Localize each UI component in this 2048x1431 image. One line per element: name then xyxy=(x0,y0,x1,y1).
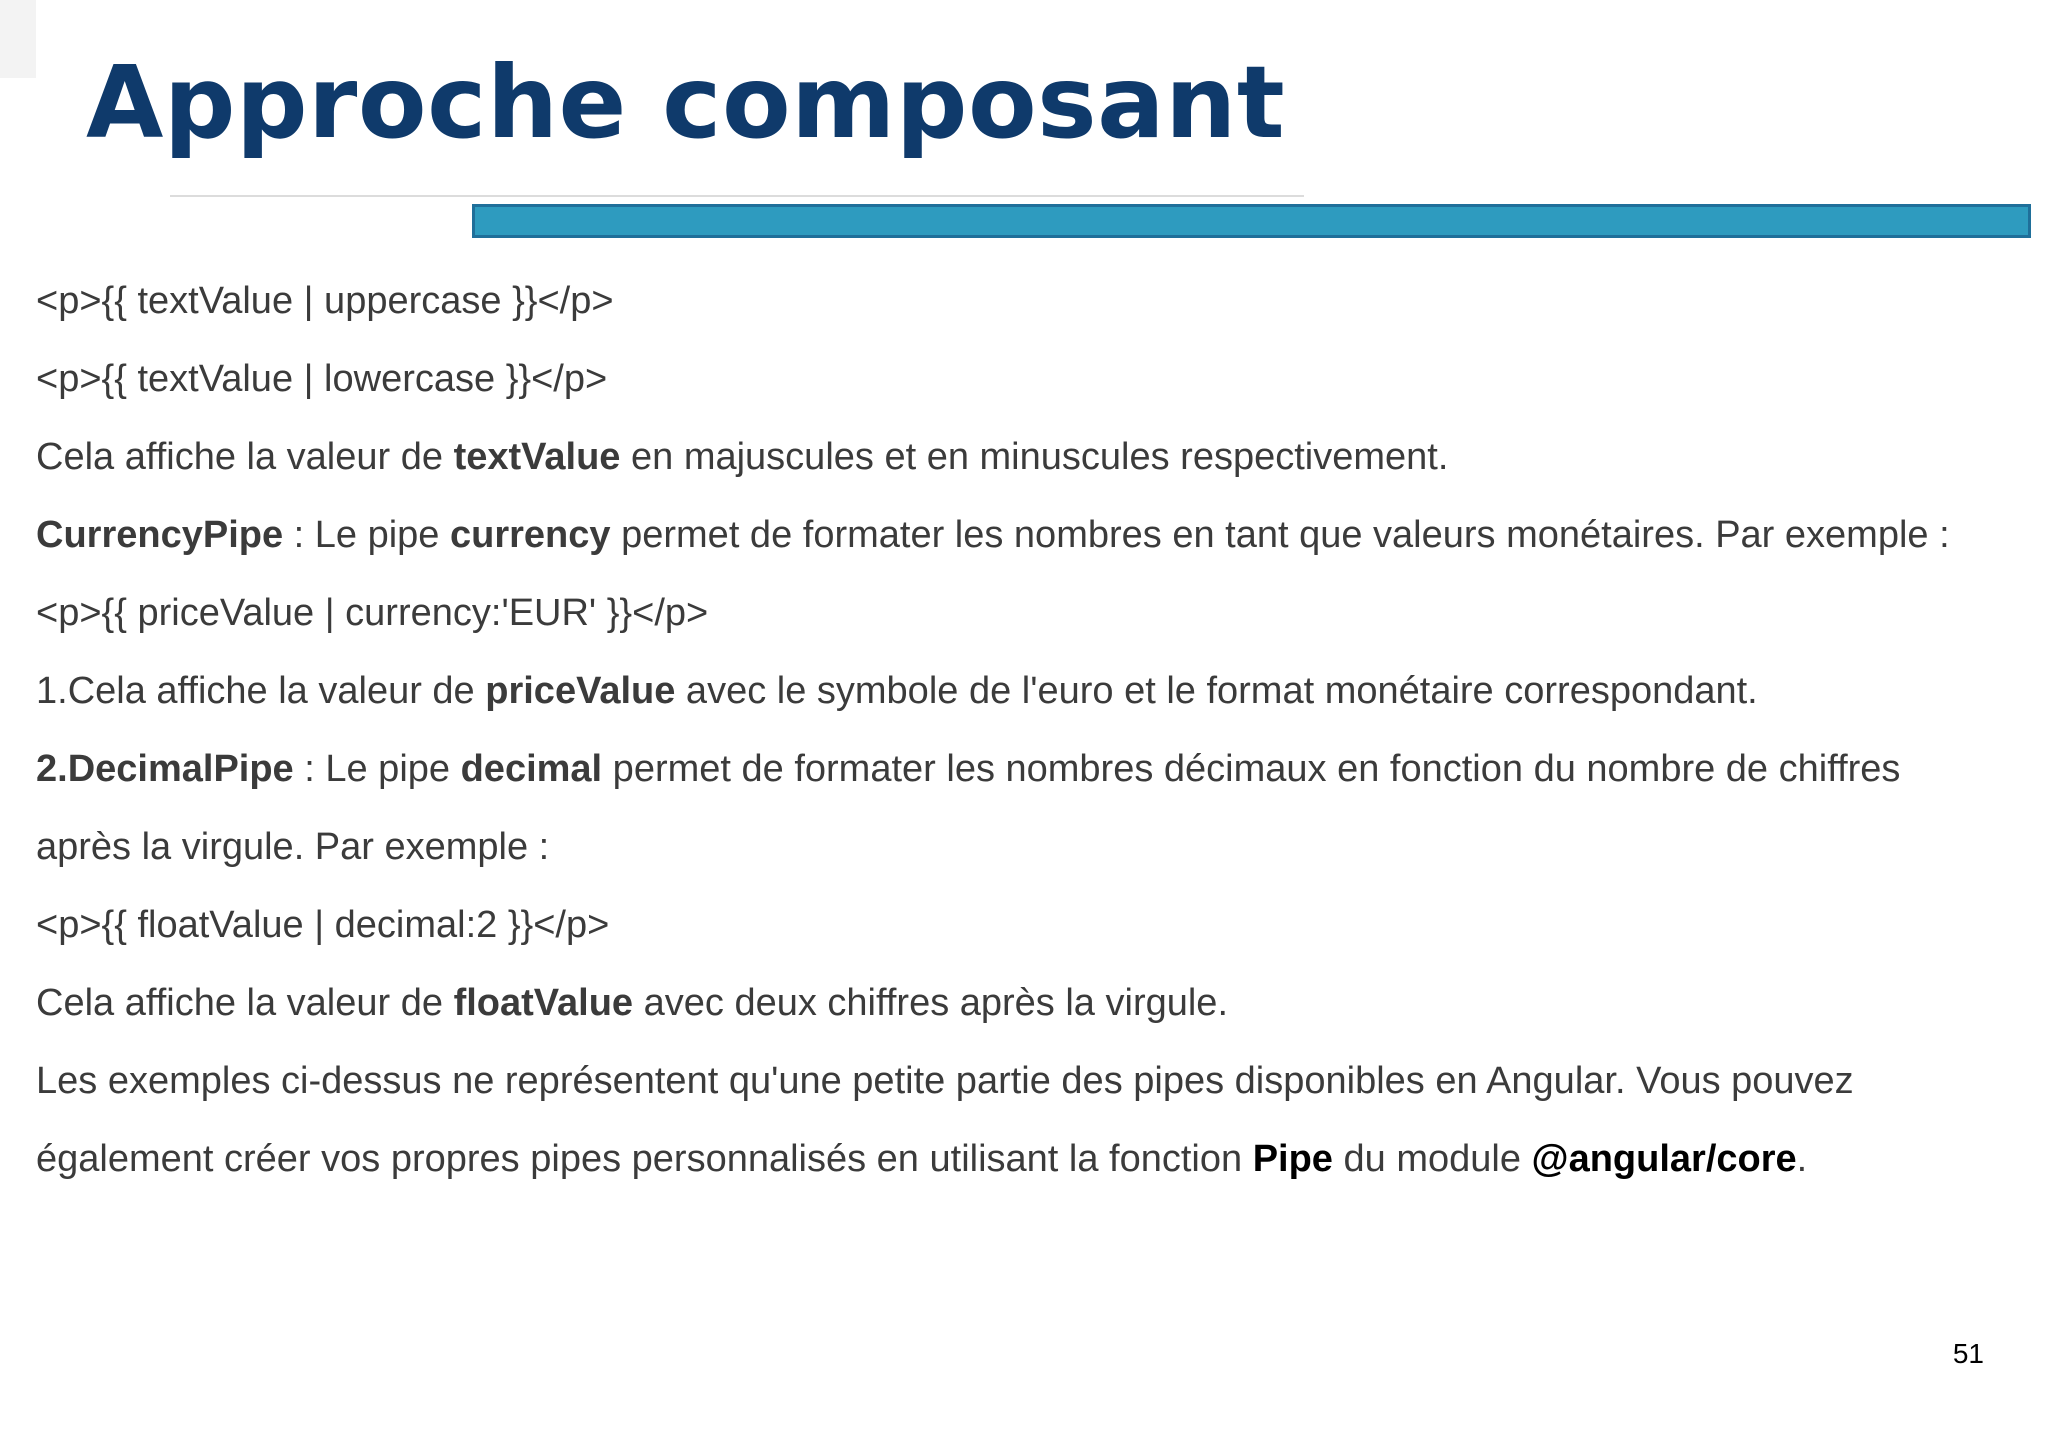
text-segment-bold: CurrencyPipe xyxy=(36,514,284,556)
accent-bar xyxy=(472,204,2031,238)
slide-body xyxy=(36,262,2026,1198)
slide-title: Approche composant xyxy=(86,44,1286,161)
corner-mark xyxy=(0,0,36,78)
text-segment: . xyxy=(1796,1138,1808,1180)
text-segment-bold: Pipe xyxy=(1252,1138,1333,1180)
text-line-summary: Les exemples ci-dessus ne représentent qu'une petite partie des pipes disponibles en Angular. Vous pouvez xyxy=(36,1060,1854,1102)
text-segment: permet de formater les nombres décimaux en fonction du nombre de chiffres xyxy=(602,748,1901,790)
text-line-decimal-explanation xyxy=(36,964,2026,1042)
text-segment: du module xyxy=(1332,1138,1532,1180)
page-number: 51 xyxy=(1952,1338,1984,1369)
text-segment: : Le pipe xyxy=(283,514,450,556)
text-segment: avec le symbole de l'euro et le format monétaire correspondant. xyxy=(675,670,1758,712)
text-segment-bold: decimal xyxy=(460,748,603,790)
text-segment-bold: currency xyxy=(450,514,611,556)
title-underline xyxy=(170,195,1304,197)
text-segment: 1.Cela affiche la valeur de xyxy=(36,670,486,712)
text-line-currency-explanation xyxy=(36,652,2026,730)
text-segment-bold: 2.DecimalPipe xyxy=(36,748,294,790)
text-line-decimal-pipe xyxy=(36,730,2026,808)
text-segment: avec deux chiffres après la virgule. xyxy=(633,982,1228,1024)
text-segment-bold: priceValue xyxy=(485,670,676,712)
code-line-decimal: <p>{{ floatValue | decimal:2 }}</p> xyxy=(36,904,610,946)
text-segment: en majuscules et en minuscules respectivement. xyxy=(620,436,1449,478)
code-line-currency: <p>{{ priceValue | currency:'EUR' }}</p> xyxy=(36,592,709,634)
text-segment: : Le pipe xyxy=(293,748,461,790)
text-segment: également créer vos propres pipes personnalisés en utilisant la fonction xyxy=(36,1138,1253,1180)
text-segment: permet de formater les nombres en tant que valeurs monétaires. Par exemple : xyxy=(610,514,1950,556)
text-segment: Cela affiche la valeur de xyxy=(36,436,454,478)
text-segment-bold: textValue xyxy=(453,436,621,478)
text-line-case-explanation xyxy=(36,418,2026,496)
text-line-summary-continued xyxy=(36,1120,2026,1198)
code-line-lowercase: <p>{{ textValue | lowercase }}</p> xyxy=(36,358,608,400)
text-segment-bold: floatValue xyxy=(453,982,634,1024)
text-line-decimal-continued: après la virgule. Par exemple : xyxy=(36,826,550,868)
text-segment: Cela affiche la valeur de xyxy=(36,982,454,1024)
text-segment-bold: @angular/core xyxy=(1531,1138,1797,1180)
text-line-currency-pipe xyxy=(36,496,2026,574)
code-line-uppercase: <p>{{ textValue | uppercase }}</p> xyxy=(36,280,614,322)
